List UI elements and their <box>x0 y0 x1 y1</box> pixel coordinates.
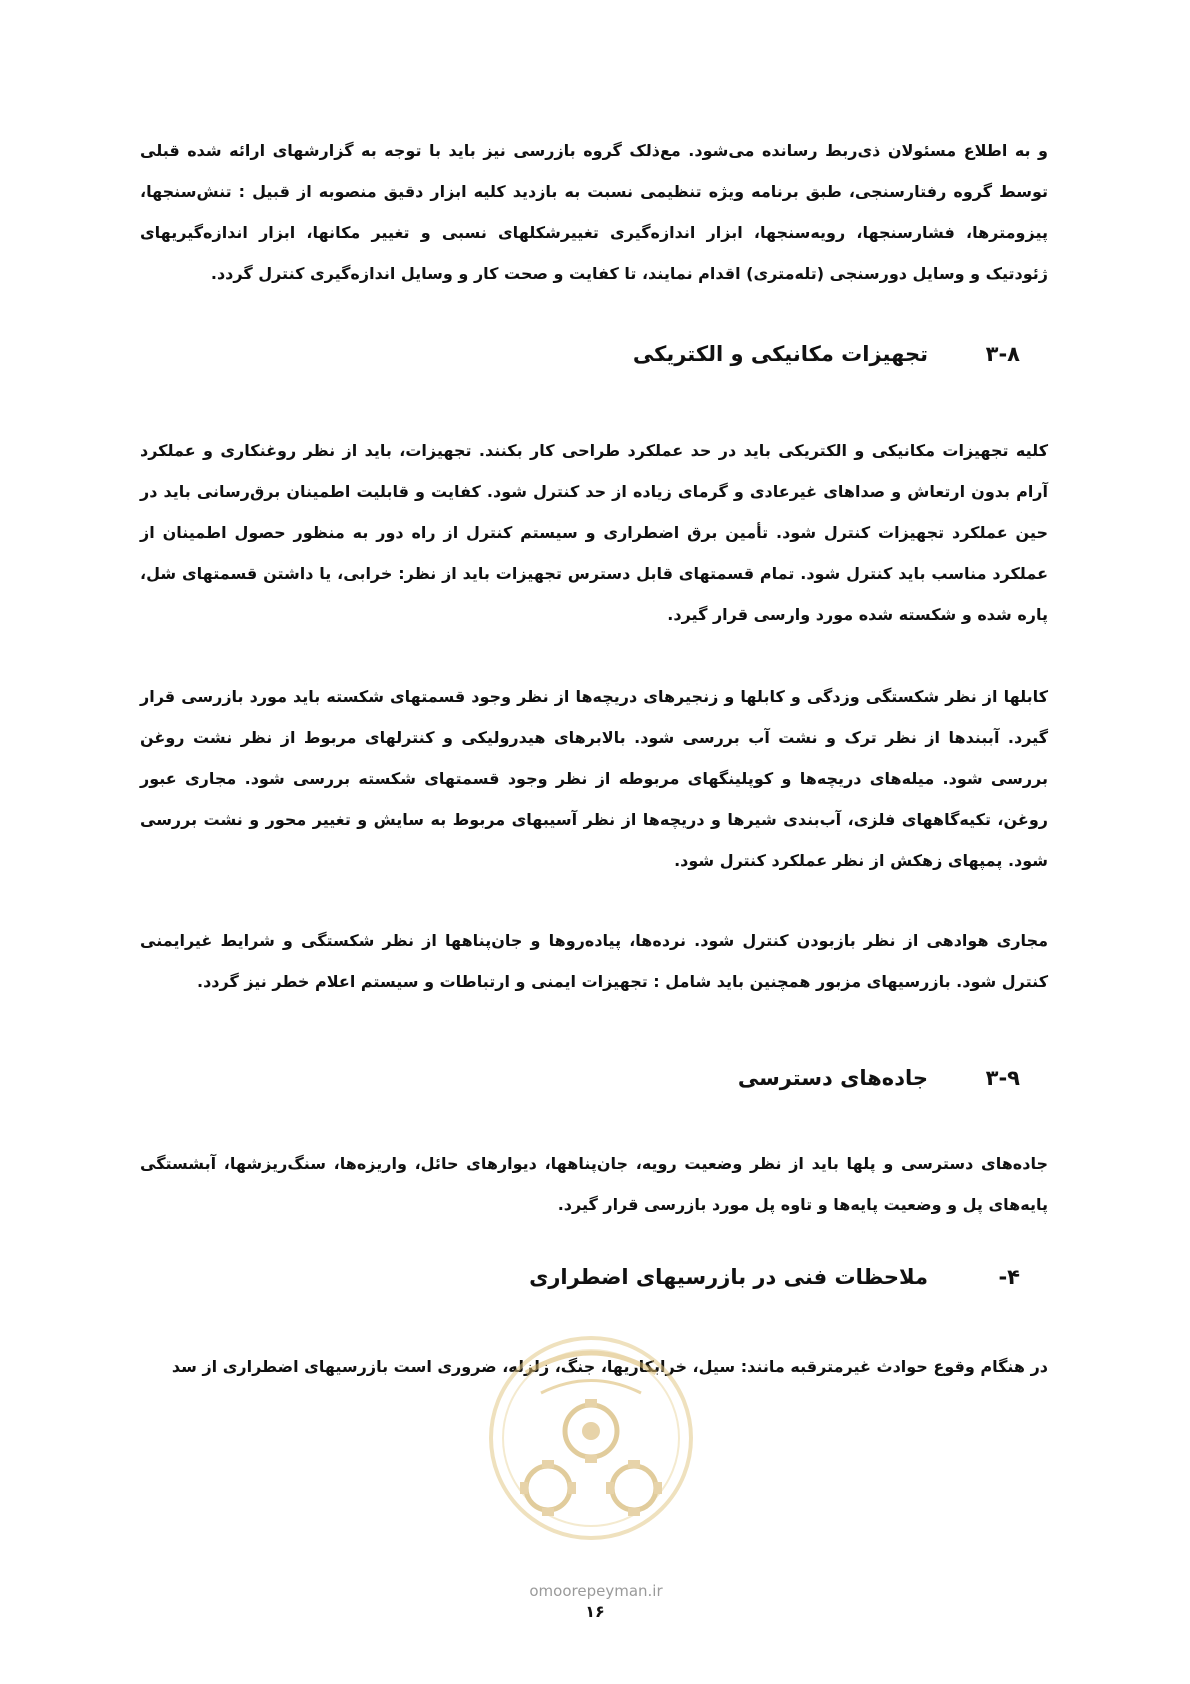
paragraph-instrument-inspection: و به اطلاع مسئولان ذی‌ربط رسانده می‌شود. مع‌ذلک گروه بازرسی نیز باید با توجه به گزارشهای ارائه شده قبلی توسط گروه رفتارسنجی، طبق برنامه ویژه تنظیمی نسبت به بازدید کلیه ابزار دقیق منصوبه از قبیل : تنش‌سنجها، پیزومترها، فشارسنجها، رویه‌سنجها، ابزار اندازه‌گیری تغییرشکلهای نسبی و تغییر مکانها، ابزار اندازه‌گیریهای ژئودتیک و وسایل دورسنجی (تله‌متری) اقدام نمایند، تا کفایت و صحت کار و وسایل اندازه‌گیری کنترل گردد. <box>140 141 1048 283</box>
section-title: تجهیزات مکانیکی و الکتریکی <box>632 342 928 366</box>
page-number: ۱۶ <box>585 1602 605 1621</box>
paragraph-cables-gates: کابلها از نظر شکستگی وزدگی و کابلها و زنجیرهای دریچه‌ها از نظر وجود قسمتهای شکسته باید مورد بازرسی قرار گیرد. آببندها از نظر ترک و نشت آب بررسی شود. بالابرهای هیدرولیکی و کنترلهای مربوط از نظر نشت روغن بررسی شود. میله‌های دریچه‌ها و کوپلینگهای مربوطه از نظر وجود قسمتهای شکسته بررسی شود. مجاری عبور روغن، تکیه‌گاههای فلزی، آب‌بندی شیرها و دریچه‌ها از نظر آسیبهای مربوط به سایش و تغییر محور و نشت بررسی شود. پمپهای زهکش از نظر عملکرد کنترل شود. <box>140 687 1048 870</box>
section-number: ۴- <box>998 1265 1020 1289</box>
section-heading-3-8 <box>633 342 1020 366</box>
section-heading-3-9 <box>738 1066 1020 1090</box>
paragraph-mechanical-electrical: کلیه تجهیزات مکانیکی و الکتریکی باید در حد عملکرد طراحی کار بکنند. تجهیزات، باید از نظر روغنکاری و عملکرد آرام بدون ارتعاش و صداهای غیرعادی و گرمای زیاده از حد کنترل شود. کفایت و قابلیت اطمینان برق‌رسانی باید در حین عملکرد تجهیزات کنترل شود. تأمین برق اضطراری و سیستم کنترل از راه دور به منظور حصول اطمینان از عملکرد مناسب باید کنترل شود. تمام قسمتهای قابل دسترس تجهیزات باید از نظر: خرابی، یا داشتن قسمتهای شل، پاره شده و شکسته شده مورد وارسی قرار گیرد. <box>140 441 1048 624</box>
paragraph-emergency-inspection: در هنگام وقوع حوادث غیرمترقبه مانند: سیل، خرابکاریها، جنگ، زلزله، ضروری است بازرسیهای اضطراری از سد <box>171 1357 1048 1376</box>
section-title: جاده‌های دسترسی <box>737 1066 928 1090</box>
paragraph-ventilation: مجاری هوادهی از نظر بازبودن کنترل شود. نرده‌ها، پیاده‌روها و جان‌پناهها از نظر شکستگی و شرایط غیرایمنی کنترل شود. بازرسیهای مزبور همچنین باید شامل : تجهیزات ایمنی و ارتباطات و سیستم اعلام خطر نیز گردد. <box>140 931 1048 991</box>
watermark-site: omoorepeyman.ir <box>529 1582 663 1600</box>
paragraph-access-roads: جاده‌های دسترسی و پلها باید از نظر وضعیت رویه، جان‌پناهها، دیوارهای حائل، واریزه‌ها، سنگ‌ریزشها، آبشستگی پایه‌های پل و وضعیت پایه‌ها و تاوه پل مورد بازرسی قرار گیرد. <box>140 1154 1048 1214</box>
section-number: ۳-۹ <box>985 1066 1020 1090</box>
section-number: ۳-۸ <box>985 342 1020 366</box>
section-title: ملاحظات فنی در بازرسیهای اضطراری <box>529 1265 928 1289</box>
section-heading-4 <box>529 1265 1020 1289</box>
